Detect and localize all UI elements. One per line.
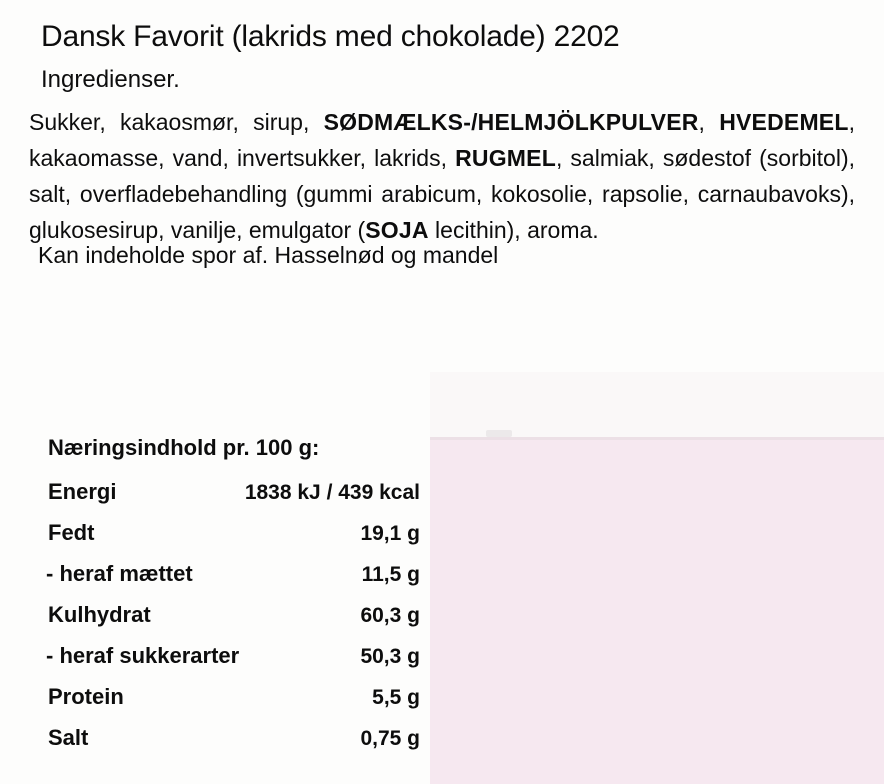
nutrition-row-name: Fedt	[48, 520, 95, 545]
nutrition-row-name: Salt	[48, 725, 89, 750]
nutrition-row-name: Kulhydrat	[48, 602, 151, 627]
nutrition-row-name: Protein	[48, 684, 124, 709]
ingredients-text	[29, 104, 855, 248]
nutrition-row	[44, 725, 424, 766]
nutrition-row-value: 1838 kJ / 439 kcal	[244, 481, 420, 504]
ingredient-text: lecithin), aroma.	[428, 217, 599, 243]
ingredient-text: Sukker, kakaosmør, sirup,	[29, 109, 324, 135]
nutrition-row-value: 60,3 g	[360, 604, 420, 627]
nutrition-row	[44, 643, 424, 684]
traces-text: Kan indeholde spor af. Hasselnød og mandel	[38, 242, 499, 268]
ingredient-text: , kakaomasse, vand, invertsukker, lakrids,	[29, 109, 855, 171]
pink-panel-edge	[430, 437, 884, 440]
ingredient-text: ,	[698, 109, 720, 135]
scan-smudge	[486, 430, 512, 437]
nutrition-row-name: - heraf sukkerarter	[46, 643, 240, 668]
allergen-term: SOJA	[365, 217, 429, 243]
nutrition-row-value: 0,75 g	[360, 727, 420, 750]
nutrition-row	[44, 479, 424, 520]
nutrition-row-value: 5,5 g	[372, 686, 420, 709]
scan-band	[430, 372, 884, 437]
nutrition-row	[44, 520, 424, 561]
allergen-term: RUGMEL	[455, 145, 556, 171]
nutrition-row-value: 11,5 g	[361, 563, 420, 586]
product-title: Dansk Favorit (lakrids med chokolade) 2202	[41, 20, 620, 53]
allergen-term: SØDMÆLKS-/HELMJÖLKPULVER	[323, 109, 699, 135]
nutrition-row-name: Energi	[48, 479, 117, 504]
nutrition-row	[44, 602, 424, 643]
pink-panel	[430, 437, 884, 784]
nutrition-rows	[44, 479, 424, 766]
nutrition-row	[44, 561, 424, 602]
ingredient-text: , salmiak, sødestof (sorbitol), salt, overfladebehandling (gummi arabicum, kokosolie, rapsolie, carnaubavoks), glukosesirup, vanilje, emulgator (	[29, 145, 855, 243]
ingredients-heading: Ingredienser.	[41, 66, 180, 93]
nutrition-table	[44, 435, 424, 766]
nutrition-row-value: 50,3 g	[360, 645, 420, 668]
allergen-term: HVEDEMEL	[719, 109, 849, 135]
nutrition-row	[44, 684, 424, 725]
nutrition-heading: Næringsindhold pr. 100 g:	[48, 435, 320, 460]
nutrition-row-name: - heraf mættet	[46, 561, 193, 586]
nutrition-row-value: 19,1 g	[360, 522, 420, 545]
